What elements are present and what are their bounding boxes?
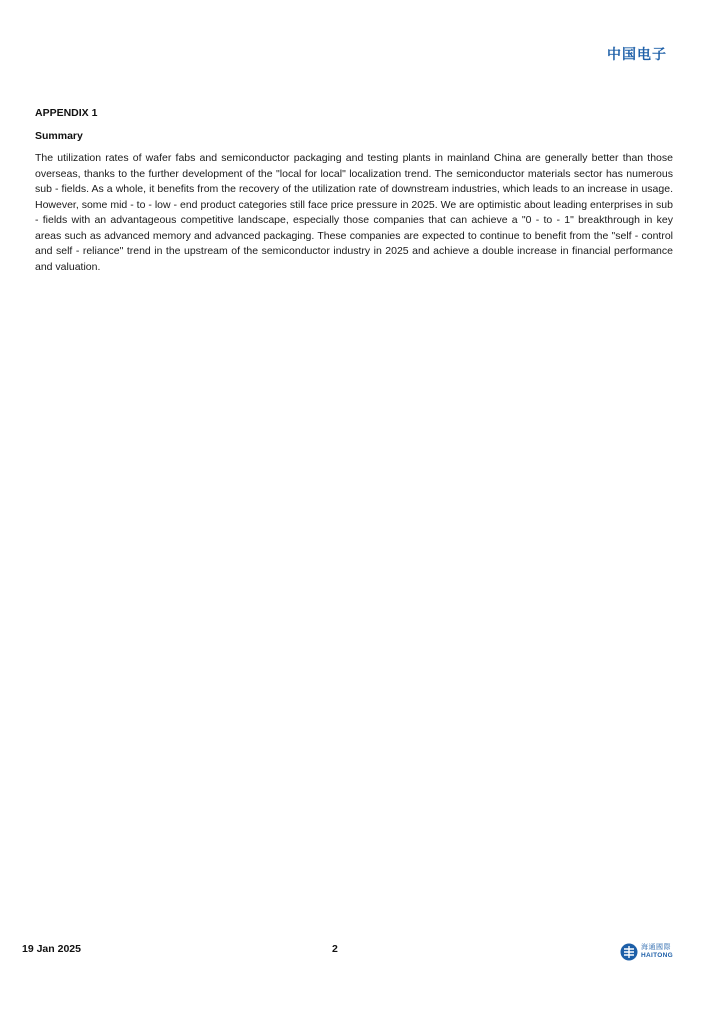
section-title: Summary (35, 130, 83, 142)
logo-cn-text: 海通國際 (641, 943, 671, 952)
haitong-logo (620, 941, 676, 963)
footer-date: 19 Jan 2025 (22, 943, 81, 955)
page-number: 2 (332, 943, 338, 955)
appendix-heading: APPENDIX 1 (35, 107, 98, 119)
summary-paragraph: The utilization rates of wafer fabs and semiconductor packaging and testing plants in mainland China are generally better than those overseas, thanks to the further development of the "local for local" localization trend. The semiconductor materials sector has numerous sub - fields. As a whole, it benefits from the recovery of the utilization rate of downstream industries, which leads to an increase in usage. However, some mid - to - low - end product categories still face price pressure in 2025. We are optimistic about leading enterprises in sub - fields with an advantageous competitive landscape, especially those companies that can achieve a "0 - to - 1" breakthrough in key areas such as advanced memory and advanced packaging. These companies are expected to continue to benefit from the "self - control and self - reliance" trend in the upstream of the semiconductor industry in 2025 and achieve a double increase in financial performance and valuation. (35, 152, 673, 273)
header-title: 中国电子 (607, 47, 667, 63)
haitong-logo-icon (620, 943, 638, 961)
logo-en-text: HAITONG (641, 952, 673, 960)
